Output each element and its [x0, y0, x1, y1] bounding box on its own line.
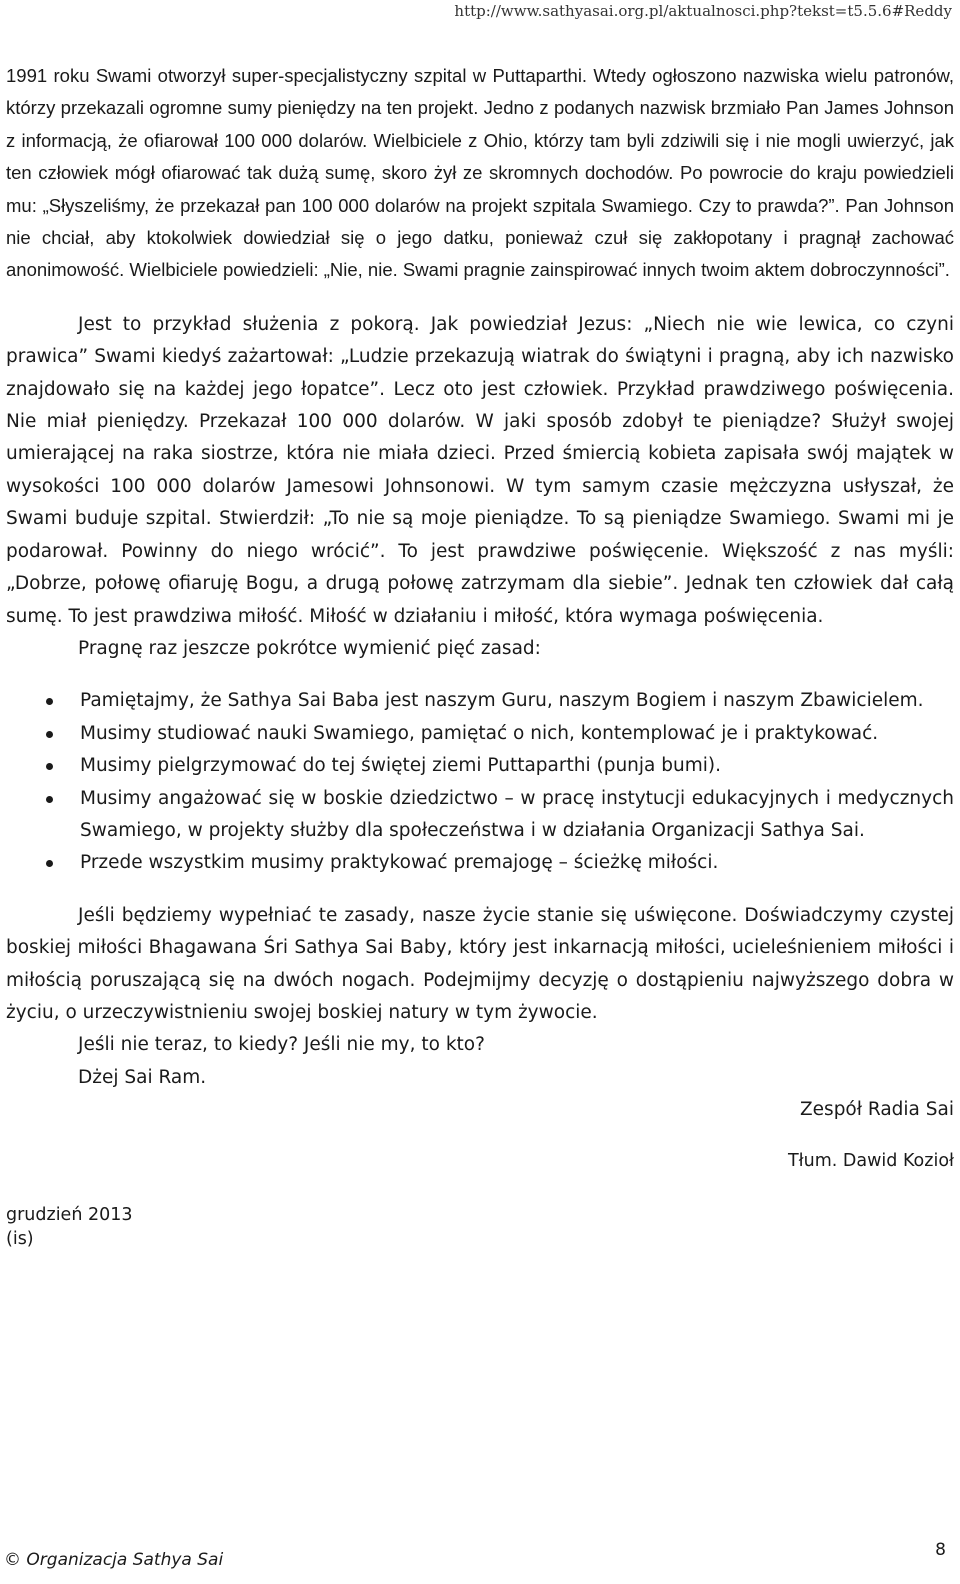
closing-greeting: Dżej Sai Ram. — [78, 1066, 207, 1088]
document-body — [6, 60, 954, 1251]
header-url: http://www.sathyasai.org.pl/aktualnosci.php?tekst=t5.5.6#Reddy — [454, 2, 952, 20]
signature-author: Zespół Radia Sai — [800, 1099, 954, 1121]
principles-list — [6, 685, 954, 879]
footer-copyright: © Organizacja Sathya Sai — [4, 1550, 224, 1570]
closing-question: Jeśli nie teraz, to kiedy? Jeśli nie my, to kto? — [78, 1034, 485, 1056]
signature-translator: Tłum. Dawid Kozioł — [787, 1150, 954, 1171]
bullet-icon — [46, 860, 53, 867]
list-item: Przede wszystkim musimy praktykować premajogę – ścieżkę miłości. — [6, 847, 954, 879]
bullet-icon — [46, 698, 53, 705]
bullet-icon — [46, 763, 53, 770]
paragraph-conclusion: Jeśli będziemy wypełniać te zasady, nasze życie stanie się uświęcone. Doświadczymy czystej boskiej miłości Bhagawana Śri Sathya Sai Baby, który jest inkarnacją miłości, ucieleśnieniem miłości i miłością poruszającą się na dwóch nogach. Podejmijmy decyzję o dostąpieniu najwyższego dobra w życiu, o urzeczywistnieniu swojej boskiej natury w tym żywocie. — [6, 904, 954, 1023]
document-date: grudzień 2013 — [6, 1205, 133, 1225]
paragraph-humble-service: Jest to przykład służenia z pokorą. Jak powiedział Jezus: „Niech nie wie lewica, co czyni prawica” Swami kiedyś zażartował: „Ludzie przekazują wiatrak do świątyni i pragną, aby ich nazwisko znajdowało się na każdej jego łopatce”. Lecz oto jest człowiek. Przykład prawdziwego poświęcenia. Nie miał pieniędzy. Przekazał 100 000 dolarów. W jaki sposób zdobył te pieniądze? Służył swojej umierającej na raka siostrze, która nie miała dzieci. Przed śmiercią kobieta zapisała swój majątek w wysokości 100 000 dolarów Jamesowi Johnsonowi. W tym samym czasie mężczyzna usłyszał, że Swami buduje szpital. Stwierdził: „To nie są moje pieniądze. To są pieniądze Swamiego. Swami mi je podarował. Powinny do niego wrócić”. To jest prawdziwe poświęcenie. Większość z nas myśli: „Dobrze, połowę ofiaruję Bogu, a drugą połowę zatrzymam dla siebie”. Jednak ten człowiek dał całą sumę. To jest prawdziwa miłość. Miłość w działaniu i miłość, która wymaga poświęcenia. — [6, 313, 954, 627]
paragraph-johnson-donation: 1991 roku Swami otworzył super-specjalistyczny szpital w Puttaparthi. Wtedy ogłoszono nazwiska wielu patronów, którzy przekazali ogromne sumy pieniędzy na ten projekt. Jedno z podanych nazwisk brzmiało Pan James Johnson z informacją, że ofiarował 100 000 dolarów. Wielbiciele z Ohio, którzy tam byli zdziwili się i nie mogli uwierzyć, jak ten człowiek mógł ofiarować tak dużą sumę, skoro żył ze skromnych dochodów. Po powrocie do kraju powiedzieli mu: „Słyszeliśmy, że przekazał pan 100 000 dolarów na projekt szpitala Swamiego. Czy to prawda?”. Pan Johnson nie chciał, aby ktokolwiek dowiedział się o jego datku, ponieważ czuł się zakłopotany i pragnął zachować anonimowość. Wielbiciele powiedzieli: „Nie, nie. Swami pragnie zainspirować innych twoim aktem dobroczynności”. — [6, 65, 954, 281]
list-item: Pamiętajmy, że Sathya Sai Baba jest naszym Guru, naszym Bogiem i naszym Zbawicielem. — [6, 685, 954, 717]
bullet-icon — [46, 731, 53, 738]
bullet-icon — [46, 796, 53, 803]
list-item: Musimy angażować się w boskie dziedzictwo – w pracę instytucji edukacyjnych i medycznych Swamiego, w projekty służby dla społeczeństwa i w działania Organizacji Sathya Sai. — [6, 783, 954, 848]
list-item: Musimy pielgrzymować do tej świętej ziemi Puttaparthi (punja bumi). — [6, 750, 954, 782]
page-number: 8 — [935, 1540, 946, 1560]
list-item: Musimy studiować nauki Swamiego, pamiętać o nich, kontemplować je i praktykować. — [6, 718, 954, 750]
paragraph-principles-intro: Pragnę raz jeszcze pokrótce wymienić pięć zasad: — [78, 637, 541, 659]
document-initials: (is) — [6, 1229, 34, 1249]
